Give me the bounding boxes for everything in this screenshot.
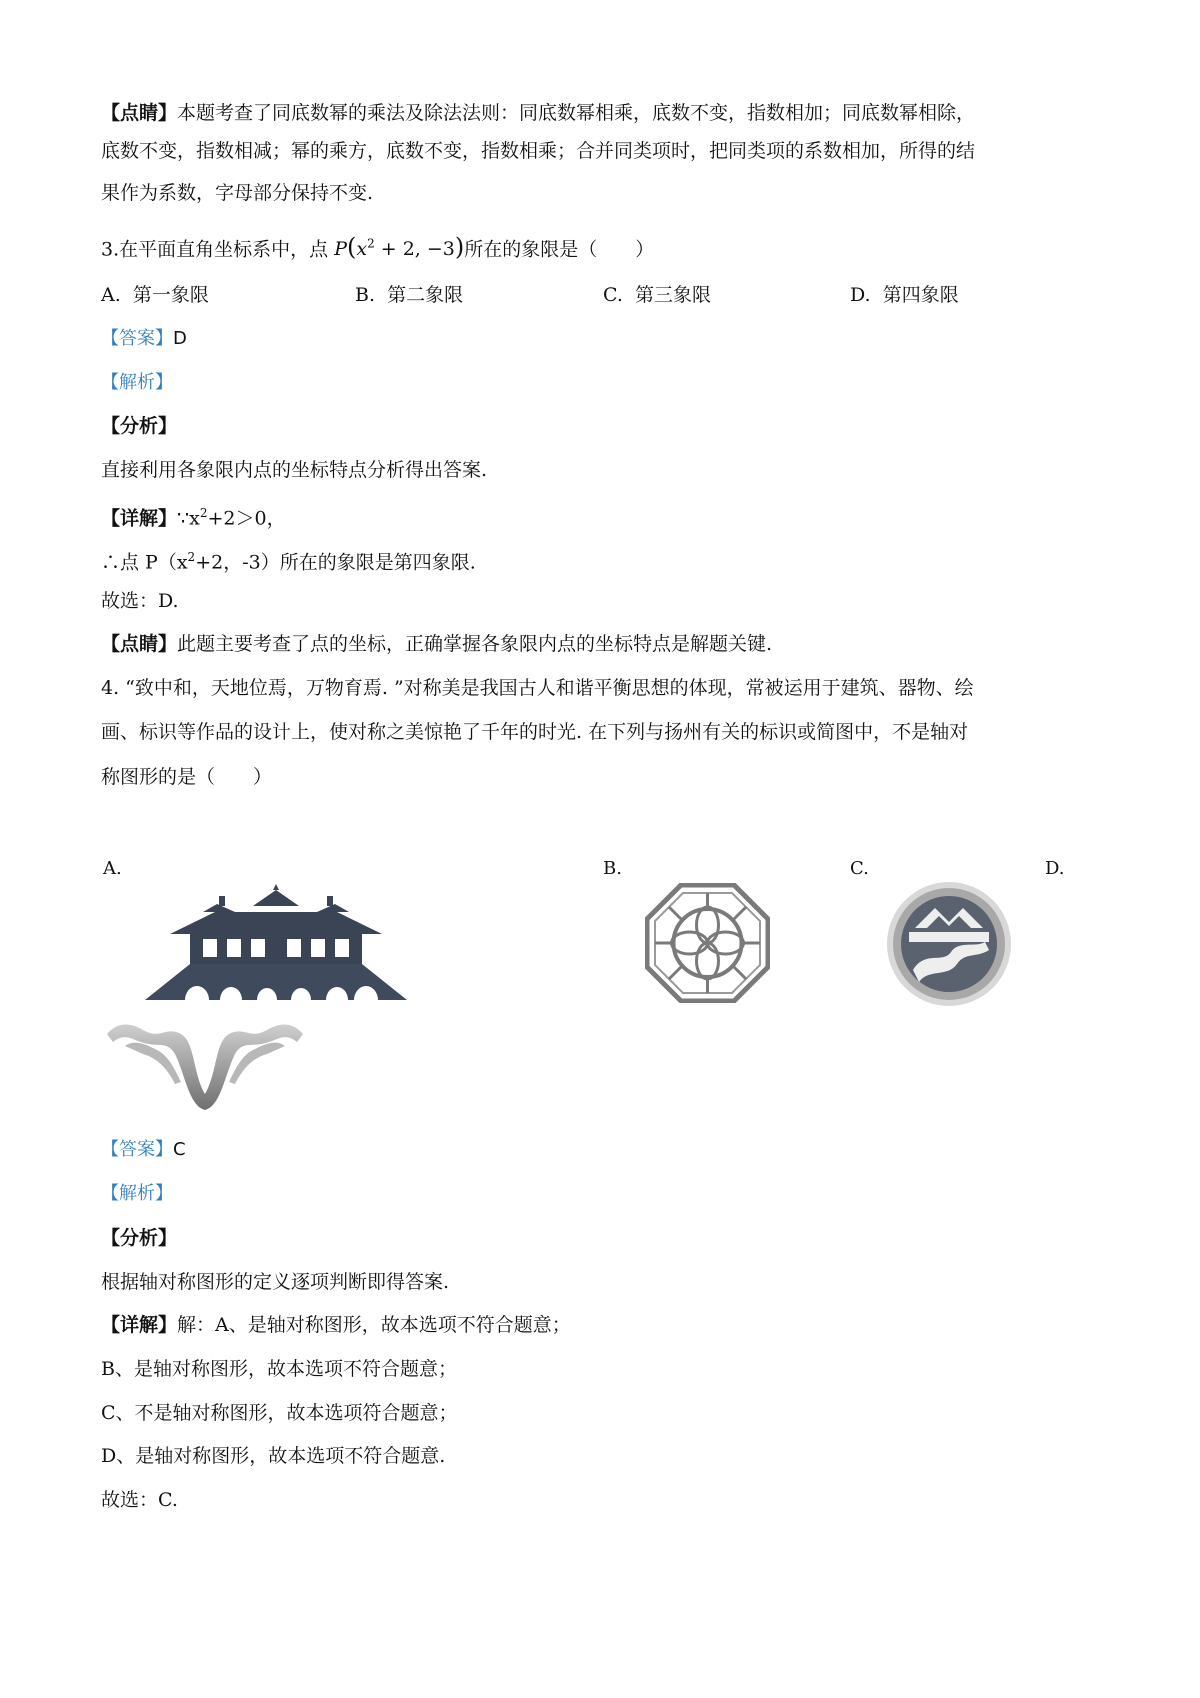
q3-fenxi-text: 直接利用各象限内点的坐标特点分析得出答案. [101, 459, 488, 481]
q3-answer: 【答案】D [101, 328, 187, 349]
q4-label-c[interactable]: C. [850, 858, 869, 879]
figure-a-pavilion-bridge[interactable] [145, 882, 407, 1000]
dianjing-line-2: 底数不变，指数相减；幂的乘方，底数不变，指数相乘；合并同类项时，把同类项的系数相加，所得的结 [101, 140, 976, 162]
dianjing-line-1: 【点睛】本题考查了同底数幂的乘法及除法法则：同底数幂相乘，底数不变，指数相加；同底数幂相除， [101, 102, 976, 124]
q3-option-d[interactable]: D. 第四象限 [850, 284, 959, 306]
figure-d-wavy-ribbon[interactable] [105, 1020, 305, 1112]
q4-xiangjie-line-4: D、是轴对称图形，故本选项不符合题意. [101, 1445, 446, 1467]
q3-option-b[interactable]: B. 第二象限 [355, 284, 464, 306]
q4-fenxi-text: 根据轴对称图形的定义逐项判断即得答案. [101, 1271, 450, 1293]
q4-stem-line-2: 画、标识等作品的设计上，使对称之美惊艳了千年的时光. 在下列与扬州有关的标识或简图中，不是轴对 [101, 721, 969, 743]
q4-label-a[interactable]: A. [103, 858, 122, 879]
q3-point-formula: $P(x^2 + 2$, −3) [334, 233, 465, 262]
q3-stem: 3.在平面直角坐标系中，点 $P(x^2 + 2$, −3)所在的象限是（ ） [101, 233, 655, 262]
q3-xiangjie: 【详解】$\because x^2+2>0$， [101, 506, 286, 530]
q4-fenxi-tag: 【分析】 [101, 1227, 178, 1249]
q4-guxuan: 故选：C. [101, 1489, 178, 1511]
q3-guxuan: 故选：D. [101, 590, 179, 612]
q4-xiangjie-line-1: 【详解】解：A、是轴对称图形，故本选项不符合题意； [101, 1314, 571, 1336]
q4-xiangjie-line-2: B、是轴对称图形，故本选项不符合题意； [101, 1358, 457, 1380]
q3-xiangjie-line-2: ∴点 $P(x^2+2$，-3）所在的象限是第四象限. [101, 550, 476, 574]
q3-dianjing: 【点睛】此题主要考查了点的坐标，正确掌握各象限内点的坐标特点是解题关键. [101, 633, 773, 655]
figure-c-circular-emblem[interactable] [885, 878, 1013, 1008]
q3-option-c[interactable]: C. 第三象限 [603, 284, 712, 306]
q3-option-a[interactable]: A. 第一象限 [101, 284, 209, 306]
q4-stem-line-1: 4. “致中和，天地位焉，万物育焉. ”对称美是我国古人和谐平衡思想的体现，常被运用于建筑、器物、绘 [101, 677, 974, 699]
q4-label-b[interactable]: B. [603, 858, 622, 879]
figure-b-lattice-window[interactable] [645, 883, 770, 1003]
q3-fenxi-tag: 【分析】 [101, 415, 178, 437]
dianjing-line-3: 果作为系数，字母部分保持不变. [101, 182, 374, 204]
q4-stem-line-3: 称图形的是（ ） [101, 766, 273, 788]
q4-jiexi-tag: 【解析】 [101, 1183, 173, 1204]
q4-label-d[interactable]: D. [1045, 858, 1065, 879]
q4-xiangjie-line-3: C、不是轴对称图形，故本选项符合题意； [101, 1402, 458, 1424]
q3-jiexi-tag: 【解析】 [101, 372, 173, 393]
q4-answer: 【答案】C [101, 1139, 186, 1160]
